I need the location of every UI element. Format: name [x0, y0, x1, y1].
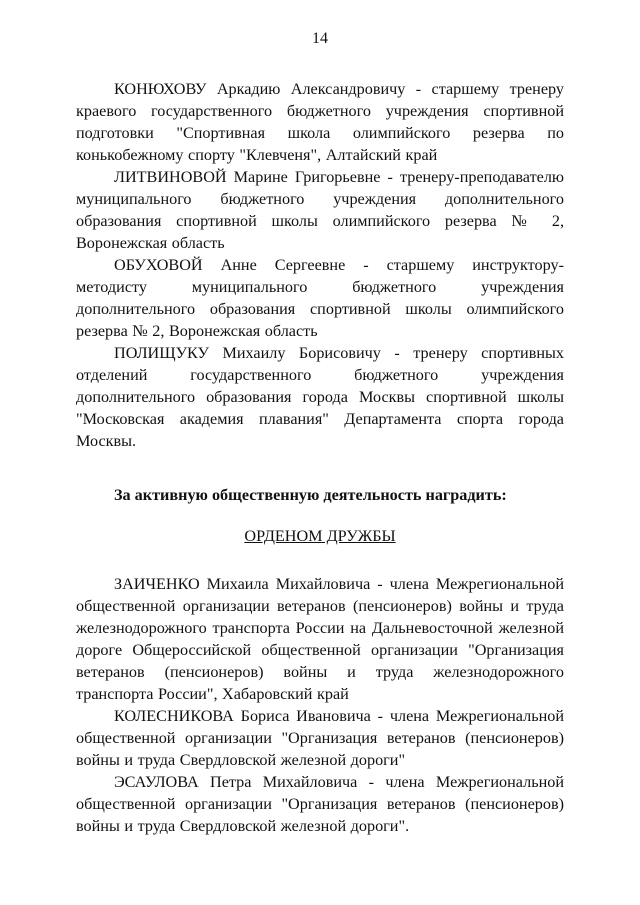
award-entry-kolesnikov: КОЛЕСНИКОВА Бориса Ивановича - члена Межрегиональной общественной организации "Организация ветеранов (пенсионеров) войны и труда Свердловской железной дороги" — [76, 707, 564, 769]
section-heading: За активную общественную деятельность наградить: — [114, 486, 507, 504]
order-title: ОРДЕНОМ ДРУЖБЫ — [244, 527, 396, 545]
award-entry-esaulov: ЭСАУЛОВА Петра Михайловича - члена Межрегиональной общественной организации "Организация ветеранов (пенсионеров) войны и труда Свердловской железной дороги". — [76, 773, 564, 835]
award-entry-obukhova: ОБУХОВОЙ Анне Сергеевне - старшему инструктору-методисту муниципального бюджетного учреждения дополнительного образования спортивной школы олимпийского резерва № 2, Воронежская область — [76, 256, 564, 340]
award-entry-zaichenko: ЗАИЧЕНКО Михаила Михайловича - члена Межрегиональной общественной организации ветеранов (пенсионеров) войны и труда железнодорожного транспорта России на Дальневосточной железной дороге Общероссийской общественной организации "Организация ветеранов (пенсионеров) войны и труда железнодорожного транспорта России", Хабаровский край — [76, 575, 564, 703]
award-entry-konyukhov: КОНЮХОВУ Аркадию Александровичу - старшему тренеру краевого государственного бюджетного учреждения спортивной подготовки "Спортивная школа олимпийского резерва по конькобежному спорту "Клевченя", Алтайский край — [76, 80, 564, 164]
award-entry-polishchuk: ПОЛИЩУКУ Михаилу Борисовичу - тренеру спортивных отделений государственного бюджетного учреждения дополнительного образования города Москвы спортивной школы "Московская академия плавания" Департамента спорта города Москвы. — [76, 344, 564, 450]
page-number: 14 — [312, 30, 328, 47]
award-entry-litvinova: ЛИТВИНОВОЙ Марине Григорьевне - тренеру-преподавателю муниципального бюджетного учреждения дополнительного образования спортивной школы олимпийского резерва № 2, Воронежская область — [76, 168, 564, 252]
document-body — [76, 52, 564, 837]
